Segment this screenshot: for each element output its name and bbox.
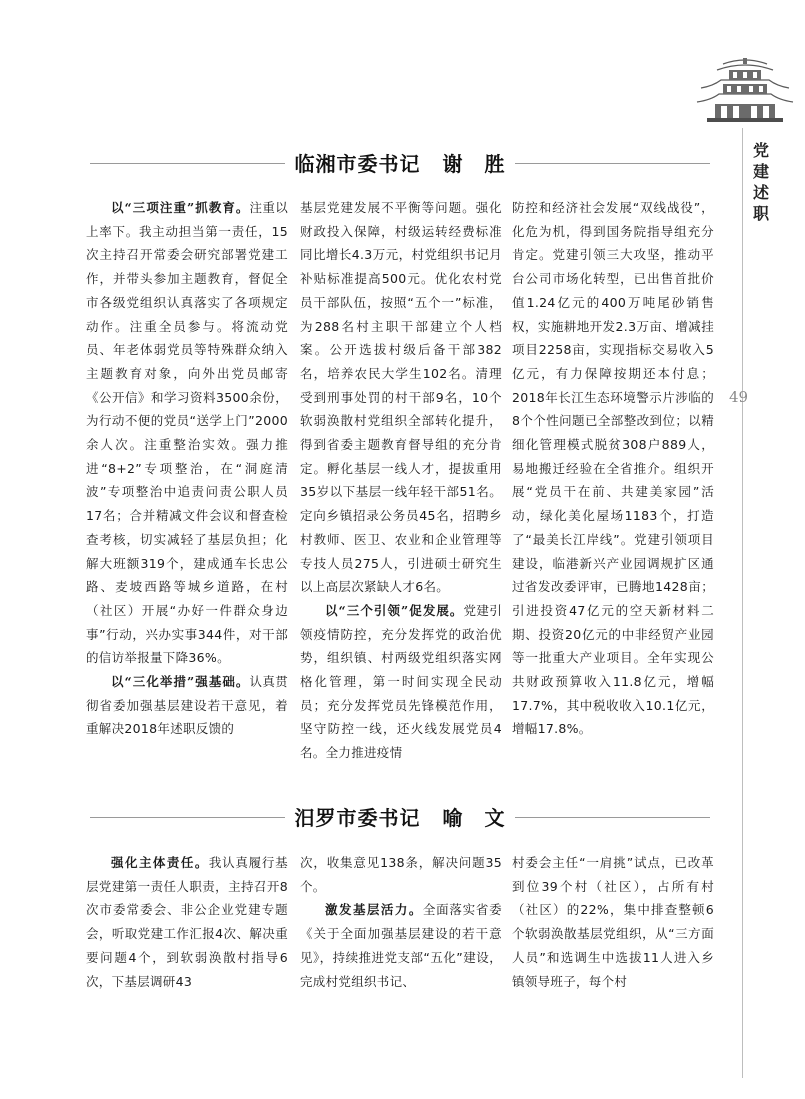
paragraph-text: 我认真履行基层党建第一责任人职责，主持召开8次市委常委会、非公企业党建专题会，听取党建工作汇报4次、解决重要问题4个，到软弱涣散村指导6次，下基层调研43 (86, 855, 288, 989)
article-2-heading (90, 800, 710, 834)
paragraph (512, 851, 714, 993)
paragraph-text: 次，收集意见138条，解决问题35个。 (300, 855, 502, 894)
page-number: 49 (729, 388, 749, 406)
article-1-column-3 (512, 196, 714, 770)
article-2-author-name: 喻 文 (442, 806, 506, 830)
paragraph-text: 村委会主任“一肩挑”试点，已改革到位39个村（社区），占所有村（社区）的22%，集中排查整顿6个软弱涣散基层党组织，从“三方面人员”和选调生中选拔11人进入乡镇领导班子，每个村 (512, 855, 714, 989)
paragraph (300, 851, 502, 898)
article-1-column-2 (300, 196, 502, 770)
paragraph (86, 851, 288, 993)
paragraph-lead: 以“三化举措”强基础。 (111, 674, 250, 690)
paragraph-lead: 以“三项注重”抓教育。 (111, 200, 250, 215)
article-2-column-1 (86, 851, 288, 1081)
paragraph-lead: 以“三个引领”促发展。 (325, 602, 464, 618)
heading-rule-right (515, 817, 710, 818)
paragraph-lead: 激发基层活力。 (325, 902, 423, 918)
paragraph (300, 898, 502, 993)
paragraph-text: 防控和经济社会发展“双线战役”，化危为机，得到国务院指导组充分肯定。党建引领三大攻坚，推动平台公司市场化转型，已出售首批价值1.24亿元的400万吨尾砂销售权，实施耕地开发2.3万亩、增减挂项目2258亩，实现指标交易收入5亿元，有力保障按期还本付息；2018年长江生态环境警示片涉临的8个个性问题已全部整改到位；以精细化管理模式脱贫308户889人，易地搬迁经验在全省推介。组织开展“党员干在前、共建美家园”活动，绿化美化屋场1183个，打造了“最美长江岸线”。党建引领项目建设，临港新兴产业园调规扩区通过省发改委评审，已腾地1428亩；引进投资47亿元的空天新材料二期、投资20亿元的中非经贸产业园等一批重大产业项目。全年实现公共财政预算收入11.8亿元，增幅17.7%，其中税收收入10.1亿元，增幅17.8%。 (512, 200, 714, 737)
section-tag: 党建述职 (752, 141, 769, 223)
paragraph (86, 196, 288, 670)
paragraph-text: 全面落实省委《关于全面加强基层建设的若干意见》，持续推进党支部“五化”建设，完成村党组织书记、 (300, 902, 502, 989)
article-1-column-1 (86, 196, 288, 770)
paragraph-text: 党建引领疫情防控，充分发挥党的政治优势，组织镇、村两级党组织落实网格化管理，第一时间实现全民动员；充分发挥党员先锋模范作用，坚守防控一线，还火线发展党员4名。全力推进疫情 (300, 602, 502, 761)
article-2-author-role: 汨罗市委书记 (294, 806, 421, 830)
paragraph-text: 认真贯彻省委加强基层建设若干意见，着重解决2018年述职反馈的 (86, 674, 288, 737)
paragraph-lead: 强化主体责任。 (111, 855, 209, 870)
article-1-author-role: 临湘市委书记 (294, 152, 421, 176)
article-2-column-2 (300, 851, 502, 1081)
margin-divider (742, 128, 743, 1078)
paragraph (86, 670, 288, 741)
paragraph (300, 599, 502, 765)
pagoda-emblem-icon (693, 58, 797, 128)
heading-rule-right (515, 163, 710, 164)
paragraph-text: 基层党建发展不平衡等问题。强化财政投入保障，村级运转经费标准同比增长4.3万元，村党组织书记月补贴标准提高500元。优化农村党员干部队伍，按照“五个一”标准，为288名村主职干部建立个人档案。公开选拔村级后备干部382名，培养农民大学生102名。清理受到刑事处罚的村干部9名，10个软弱涣散村党组织全部转化提升，得到省委主题教育督导组的充分肯定。孵化基层一线人才，提拔重用35岁以下基层一线年轻干部51名。定向乡镇招录公务员45名，招聘乡村教师、医卫、农业和企业管理等专技人员275人，引进硕士研究生以上高层次紧缺人才6名。 (300, 200, 502, 595)
article-2-column-3 (512, 851, 714, 1081)
article-1-heading (90, 146, 710, 180)
article-1-author-name: 谢 胜 (442, 152, 506, 176)
paragraph-text: 注重以上率下。我主动担当第一责任，15次主持召开常委会研究部署党建工作，并带头参加主题教育，督促全市各级党组织认真落实了各项规定动作。注重全员参与。将流动党员、年老体弱党员等特殊群众纳入主题教育对象，向外出党员邮寄《公开信》和学习资料3500余份，为行动不便的党员“送学上门”2000余人次。注重整治实效。强力推进“8+2”专项整治，在“洞庭清波”专项整治中追责问责公职人员17名；合并精减文件会议和督查检查考核，切实减轻了基层负担；化解大班额319个，建成通车长忠公路、麦坡西路等城乡道路，在村（社区）开展“办好一件群众身边事”行动，兴办实事344件，对干部的信访举报量下降36%。 (86, 200, 288, 666)
paragraph (512, 196, 714, 741)
paragraph (300, 196, 502, 599)
